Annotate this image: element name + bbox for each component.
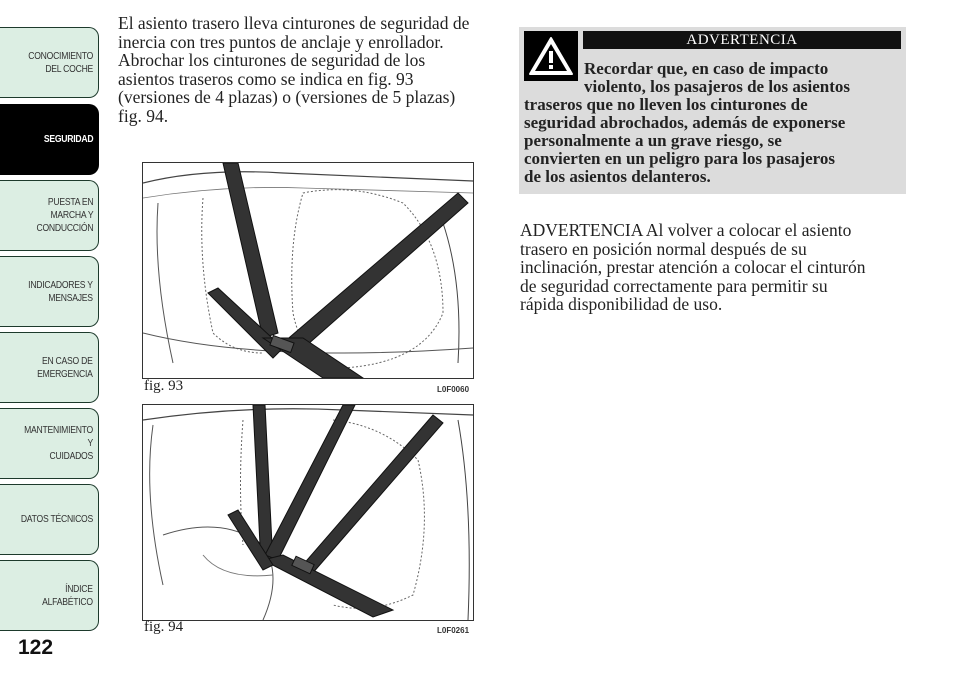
figure-93-image <box>142 162 474 379</box>
tab-label: SEGURIDAD <box>43 133 93 145</box>
tab-label: ÍNDICE ALFABÉTICO <box>42 582 93 608</box>
tab-label: PUESTA EN MARCHA Y CONDUCCIÓN <box>36 196 93 234</box>
chapter-tabs <box>0 0 101 640</box>
tab-indice-alfabetico[interactable] <box>0 560 99 631</box>
tab-mantenimiento-y-cuidados[interactable] <box>0 408 99 479</box>
tab-label: EN CASO DE EMERGENCIA <box>37 354 93 380</box>
figure-94-image <box>142 404 474 621</box>
tab-label: INDICADORES Y MENSAJES <box>28 278 93 304</box>
tab-seguridad[interactable] <box>0 104 99 175</box>
warning-text-intro: Recordar que, en caso de impacto violento, los pasajeros de los asientos <box>584 59 851 96</box>
tab-label: MANTENIMIENTO Y CUIDADOS <box>24 424 94 462</box>
figure-94-code: L0F0261 <box>437 626 470 635</box>
tab-label: CONOCIMIENTO DEL COCHE <box>28 49 93 75</box>
tab-indicadores-y-mensajes[interactable] <box>0 256 99 327</box>
tab-datos-tecnicos[interactable] <box>0 484 99 555</box>
warning-text-body: traseros que no lleven los cinturones de seguridad abrochados, además de exponerse personalmente a un grave riesgo, se convierten en un peligro para los pasajeros de los asientos delanteros. <box>524 95 846 186</box>
warning-triangle-icon <box>524 31 578 81</box>
figure-93-code: L0F0060 <box>437 385 470 394</box>
figure-93-caption: fig. 93 <box>144 378 184 394</box>
tab-label: DATOS TÉCNICOS <box>20 513 93 525</box>
page-number: 122 <box>18 636 54 659</box>
figure-94-caption: fig. 94 <box>144 619 184 635</box>
tab-en-caso-de-emergencia[interactable] <box>0 332 99 403</box>
note-paragraph: ADVERTENCIA Al volver a colocar el asiento trasero en posición normal después de su inclinación, prestar atención a colocar el cinturón de seguridad correctamente para permitir su rápida disponibilidad de uso. <box>520 220 866 314</box>
intro-paragraph: El asiento trasero lleva cinturones de seguridad de inercia con tres puntos de anclaje y enrollador. Abrochar los cinturones de seguridad de los asientos traseros como se indica en fig. 93 (versiones de 4 plazas) o (versiones de 5 plazas) fig. 94. <box>118 13 470 126</box>
warning-header: ADVERTENCIA <box>583 31 901 49</box>
tab-conocimiento-del-coche[interactable] <box>0 27 99 98</box>
tab-puesta-en-marcha[interactable] <box>0 180 99 251</box>
